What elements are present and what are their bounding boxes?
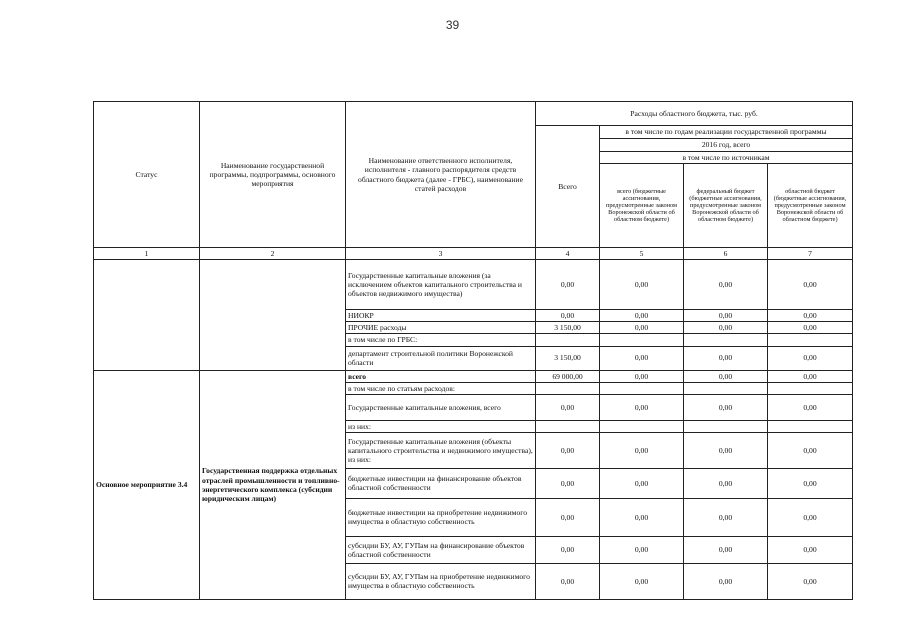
value-total: 69 000,00: [536, 370, 600, 382]
value-year-total: [600, 420, 684, 432]
expense-item-name: Государственные капитальные вложения (объекты капитального строительства и недвижимого имущества), из них:: [346, 432, 536, 468]
value-regional: 0,00: [768, 310, 853, 322]
expense-item-name: в том числе по статьям расходов:: [346, 382, 536, 394]
value-year-total: 0,00: [600, 310, 684, 322]
column-number: 6: [684, 248, 768, 260]
value-regional: 0,00: [768, 432, 853, 468]
value-total: 0,00: [536, 468, 600, 498]
value-regional: 0,00: [768, 322, 853, 334]
column-number: 2: [200, 248, 346, 260]
header-executor-name: Наименование ответственного исполнителя, исполнителя - главного распорядителя средств областного бюджета (далее - ГРБС), наименование статей расходов: [346, 102, 536, 248]
value-total: 0,00: [536, 536, 600, 563]
value-year-total: 0,00: [600, 563, 684, 599]
value-total: 0,00: [536, 394, 600, 420]
value-regional: 0,00: [768, 563, 853, 599]
measure-name: Государственная поддержка отдельных отраслей промышленности и топливно-энергетического комплекса (субсидии юридическим лицам): [200, 370, 346, 599]
page-number: 39: [445, 18, 460, 32]
value-federal: [684, 382, 768, 394]
expense-item-name: департамент строительной политики Воронежской области: [346, 346, 536, 370]
value-federal: 0,00: [684, 468, 768, 498]
value-total: 3 150,00: [536, 322, 600, 334]
value-federal: 0,00: [684, 322, 768, 334]
expense-item-name: НИОКР: [346, 310, 536, 322]
value-total: [536, 334, 600, 346]
value-total: 0,00: [536, 260, 600, 310]
expense-item-name: бюджетные инвестиции на приобретение недвижимого имущества в областную собственность: [346, 498, 536, 536]
value-total: 0,00: [536, 563, 600, 599]
header-status: Статус: [94, 102, 200, 248]
expense-item-name: бюджетные инвестиции на финансирование объектов областной собственности: [346, 468, 536, 498]
value-total: 3 150,00: [536, 346, 600, 370]
value-year-total: [600, 334, 684, 346]
value-regional: 0,00: [768, 346, 853, 370]
expense-item-name: Государственные капитальные вложения, всего: [346, 394, 536, 420]
expense-item-name: субсидии БУ, АУ, ГУПам на приобретение недвижимого имущества в областную собственность: [346, 563, 536, 599]
value-regional: 0,00: [768, 498, 853, 536]
value-federal: 0,00: [684, 394, 768, 420]
value-total: 0,00: [536, 432, 600, 468]
value-federal: 0,00: [684, 346, 768, 370]
value-regional: 0,00: [768, 370, 853, 382]
column-numbers-row: [94, 248, 853, 260]
value-federal: [684, 334, 768, 346]
value-total: [536, 382, 600, 394]
value-year-total: 0,00: [600, 432, 684, 468]
table-row: [94, 260, 853, 310]
expense-item-name: всего: [346, 370, 536, 382]
header-by-years: в том числе по годам реализации государственной программы: [600, 126, 853, 139]
value-federal: [684, 420, 768, 432]
column-number: 1: [94, 248, 200, 260]
value-federal: 0,00: [684, 563, 768, 599]
budget-table: [93, 101, 853, 600]
value-year-total: 0,00: [600, 370, 684, 382]
value-year-total: 0,00: [600, 394, 684, 420]
column-number: 3: [346, 248, 536, 260]
value-federal: 0,00: [684, 260, 768, 310]
program-cell-empty: [200, 260, 346, 370]
value-federal: 0,00: [684, 370, 768, 382]
value-federal: 0,00: [684, 536, 768, 563]
value-federal: 0,00: [684, 498, 768, 536]
value-year-total: 0,00: [600, 346, 684, 370]
value-total: 0,00: [536, 310, 600, 322]
value-year-total: 0,00: [600, 498, 684, 536]
value-regional: 0,00: [768, 468, 853, 498]
value-regional: [768, 420, 853, 432]
table-row: [94, 370, 853, 382]
value-year-total: 0,00: [600, 468, 684, 498]
expense-item-name: Государственные капитальные вложения (за исключением объектов капитального строительства и объектов недвижимого имущества): [346, 260, 536, 310]
value-year-total: [600, 382, 684, 394]
value-federal: 0,00: [684, 432, 768, 468]
column-number: 5: [600, 248, 684, 260]
value-year-total: 0,00: [600, 260, 684, 310]
value-year-total: 0,00: [600, 536, 684, 563]
value-year-total: 0,00: [600, 322, 684, 334]
column-number: 7: [768, 248, 853, 260]
value-federal: 0,00: [684, 310, 768, 322]
value-total: 0,00: [536, 498, 600, 536]
expense-item-name: субсидии БУ, АУ, ГУПам на финансирование объектов областной собственности: [346, 536, 536, 563]
header-expenses-title: Расходы областного бюджета, тыс. руб.: [536, 102, 853, 126]
column-number: 4: [536, 248, 600, 260]
header-program-name: Наименование государственной программы, подпрограммы, основного мероприятия: [200, 102, 346, 248]
expense-item-name: в том числе по ГРБС:: [346, 334, 536, 346]
value-regional: 0,00: [768, 536, 853, 563]
value-regional: [768, 334, 853, 346]
header-source-federal: федеральный бюджет (бюджетные ассигнования, предусмотренные законом Воронежской области об областном бюджете): [684, 164, 768, 248]
header-by-sources: в том числе по источникам: [600, 152, 853, 164]
header-year-total: 2016 год, всего: [600, 139, 853, 152]
value-regional: 0,00: [768, 394, 853, 420]
value-regional: 0,00: [768, 260, 853, 310]
expense-item-name: из них:: [346, 420, 536, 432]
expense-item-name: ПРОЧИЕ расходы: [346, 322, 536, 334]
header-source-regional: областной бюджет (бюджетные ассигнования, предусмотренные законом Воронежской области об областном бюджете): [768, 164, 853, 248]
value-regional: [768, 382, 853, 394]
value-total: [536, 420, 600, 432]
status-cell-empty: [94, 260, 200, 370]
measure-status: Основное мероприятие 3.4: [94, 370, 200, 599]
header-total: Всего: [536, 126, 600, 248]
header-source-total: всего (бюджетные ассигнования, предусмотренные законом Воронежской области об областном бюджете): [600, 164, 684, 248]
